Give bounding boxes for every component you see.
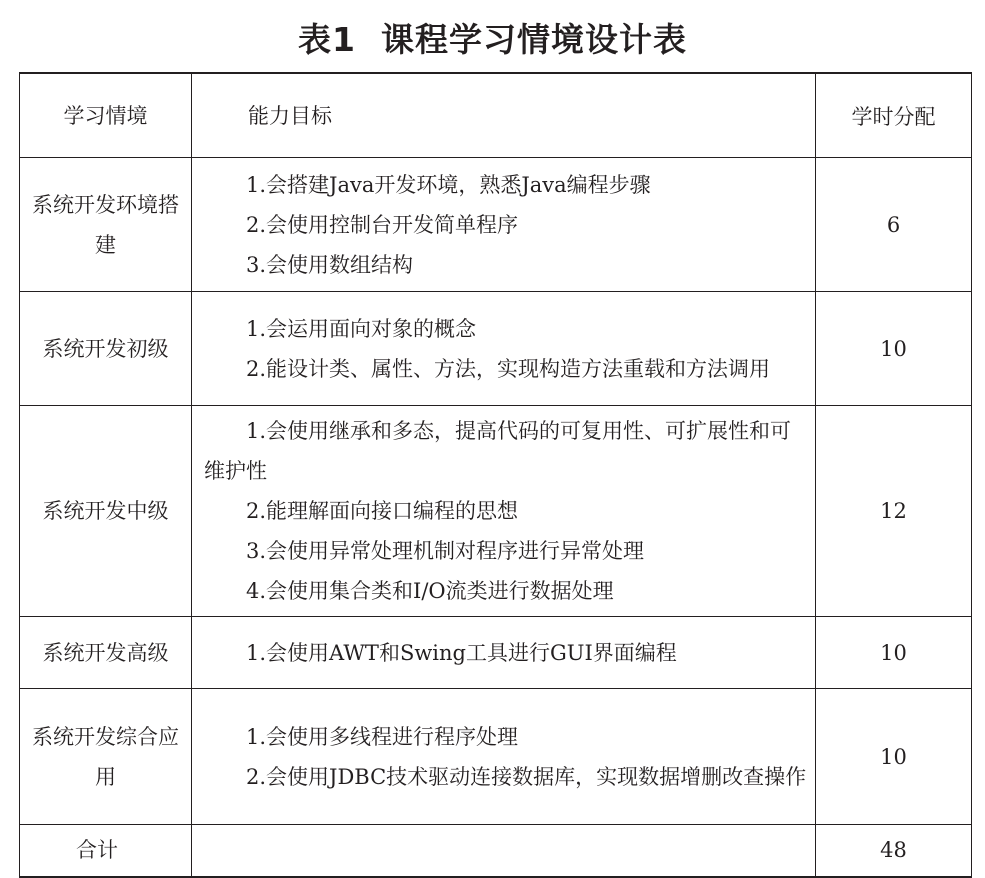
- hours-cell: 12: [816, 406, 972, 617]
- header-situation: 学习情境: [20, 73, 192, 158]
- hours-cell: 10: [816, 689, 972, 825]
- table-row: [20, 689, 972, 825]
- objective-item: 1.会使用AWT和Swing工具进行GUI界面编程: [246, 640, 677, 665]
- hours-cell: 10: [816, 617, 972, 689]
- objective-item: 1.会运用面向对象的概念: [246, 316, 477, 341]
- objective-item: 3.会使用异常处理机制对程序进行异常处理: [246, 539, 645, 563]
- situation-cell: 系统开发综合应用: [20, 689, 192, 825]
- objective-item: 1.会使用继承和多态，提高代码的可复用性、可扩展性和可维护性: [204, 419, 792, 483]
- situation-cell: 系统开发中级: [20, 406, 192, 617]
- total-label: 合计: [20, 825, 192, 877]
- situation-cell: 系统开发高级: [20, 617, 192, 689]
- header-hours: 学时分配: [816, 73, 972, 158]
- objectives-cell: [192, 689, 816, 825]
- objective-item: 2.能理解面向接口编程的思想: [246, 499, 519, 523]
- objective-item: 3.会使用数组结构: [246, 252, 414, 277]
- total-row: [20, 825, 972, 877]
- objectives-cell: [192, 158, 816, 292]
- objectives-cell: [192, 292, 816, 406]
- objective-item: 2.能设计类、属性、方法，实现构造方法重载和方法调用: [246, 356, 771, 381]
- header-objectives: 能力目标: [192, 73, 816, 158]
- course-design-table: [19, 72, 972, 878]
- table-row: [20, 617, 972, 689]
- table-row: [20, 292, 972, 406]
- table-header-row: [20, 73, 972, 158]
- objective-item: 4.会使用集合类和I/O流类进行数据处理: [246, 579, 614, 603]
- situation-cell: 系统开发初级: [20, 292, 192, 406]
- hours-cell: 10: [816, 292, 972, 406]
- table-row: [20, 158, 972, 292]
- table-row: [20, 406, 972, 617]
- objectives-cell: [192, 406, 816, 617]
- situation-cell: 系统开发环境搭建: [20, 158, 192, 292]
- objective-item: 2.会使用控制台开发简单程序: [246, 212, 519, 237]
- hours-cell: 6: [816, 158, 972, 292]
- objective-item: 1.会使用多线程进行程序处理: [246, 724, 519, 749]
- total-hours: 48: [816, 825, 972, 877]
- total-objectives-cell: [192, 825, 816, 877]
- objective-item: 2.会使用JDBC技术驱动连接数据库，实现数据增删改查操作: [246, 764, 807, 789]
- objective-item: 1.会搭建Java开发环境，熟悉Java编程步骤: [246, 172, 651, 197]
- objectives-cell: [192, 617, 816, 689]
- table-title: 表1 课程学习情境设计表: [298, 20, 687, 59]
